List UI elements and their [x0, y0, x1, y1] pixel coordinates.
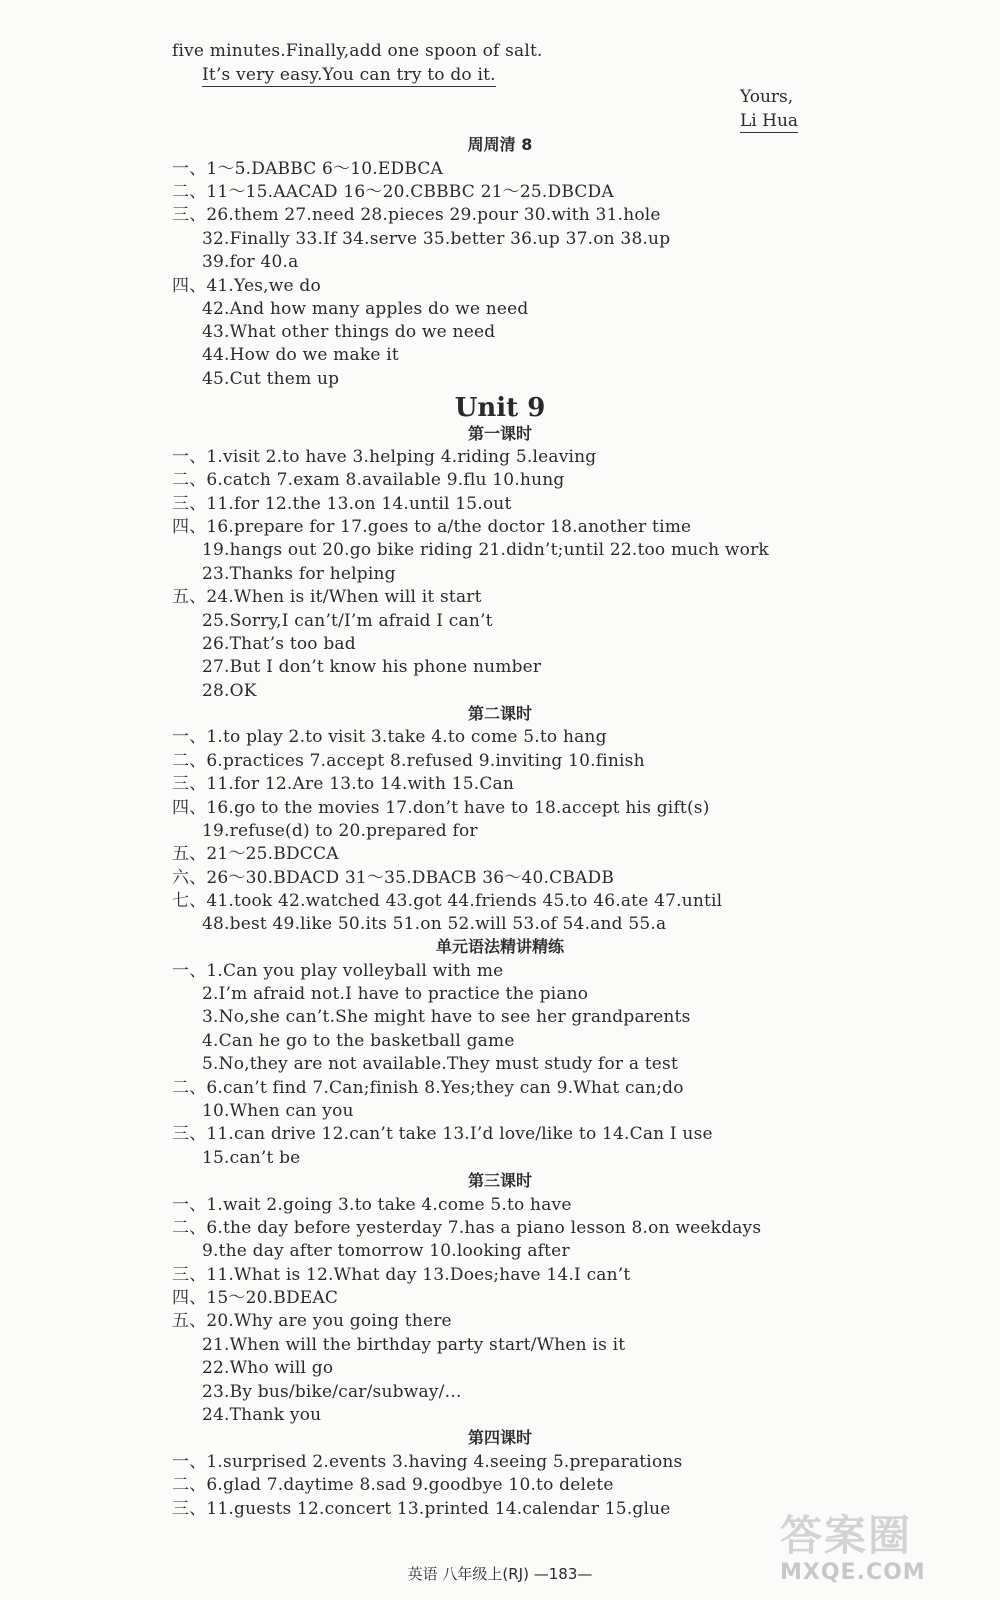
letter-signature-text: Li Hua [740, 111, 799, 131]
unit-title: Unit 9 [454, 393, 546, 423]
answer-row: 一、1.wait 2.going 3.to take 4.come 5.to have [172, 1195, 572, 1215]
answer-row: 21.When will the birthday party start/When is it [202, 1335, 626, 1355]
answer-row: 七、41.took 42.watched 43.got 44.friends 45.to 46.ate 47.until [172, 891, 723, 911]
section-title-lesson-1: 第一课时 [467, 424, 532, 443]
answer-row: 四、16.prepare for 17.goes to a/the doctor 18.another time [172, 517, 692, 537]
watermark-url: MXQE.COM [780, 1560, 926, 1585]
page-footer: 英语 八年级上(RJ) —183— [407, 1565, 593, 1583]
answer-row: 24.Thank you [202, 1405, 322, 1425]
answer-row: 2.I’m afraid not.I have to practice the piano [202, 984, 589, 1004]
answer-row: 五、21～25.BDCCA [172, 844, 339, 864]
answer-row: 23.By bus/bike/car/subway/… [202, 1382, 462, 1402]
answer-row: 44.How do we make it [202, 345, 399, 365]
answer-row: 28.OK [202, 681, 257, 701]
answer-row: 32.Finally 33.If 34.serve 35.better 36.up 37.on 38.up [202, 229, 671, 249]
answer-row: 42.And how many apples do we need [202, 299, 529, 319]
answer-row: 3.No,she can’t.She might have to see her grandparents [202, 1007, 691, 1027]
answer-row: 一、1.Can you play volleyball with me [172, 961, 504, 981]
answer-row: 一、1.visit 2.to have 3.helping 4.riding 5.leaving [172, 447, 597, 467]
answer-row: 四、15～20.BDEAC [172, 1288, 339, 1308]
answer-row: 一、1～5.DABBC 6～10.EDBCA [172, 159, 444, 179]
letter-signature [740, 110, 798, 132]
answer-row: 六、26～30.BDACD 31～35.DBACB 36～40.CBADB [172, 868, 615, 888]
answer-row: 三、11.guests 12.concert 13.printed 14.calendar 15.glue [172, 1499, 671, 1519]
section-title-lesson-2: 第二课时 [467, 704, 532, 723]
section-title-grammar: 单元语法精讲精练 [435, 937, 564, 956]
answer-row: 四、16.go to the movies 17.don’t have to 18.accept his gift(s) [172, 798, 710, 818]
answer-row: 三、11.What is 12.What day 13.Does;have 14.I can’t [172, 1265, 631, 1285]
answer-row: 二、6.the day before yesterday 7.has a piano lesson 8.on weekdays [172, 1218, 762, 1238]
watermark [780, 1512, 980, 1592]
answer-row: 19.hangs out 20.go bike riding 21.didn’t;until 22.too much work [202, 540, 769, 560]
answer-row: 48.best 49.like 50.its 51.on 52.will 53.of 54.and 55.a [202, 914, 667, 934]
section-title-lesson-4: 第四课时 [467, 1428, 532, 1447]
answer-row: 二、6.catch 7.exam 8.available 9.flu 10.hung [172, 470, 565, 490]
answer-row: 二、11～15.AACAD 16～20.CBBBC 21～25.DBCDA [172, 182, 614, 202]
answer-row: 27.But I don’t know his phone number [202, 657, 542, 677]
answer-row: 四、41.Yes,we do [172, 276, 321, 296]
section-title-lesson-3: 第三课时 [467, 1171, 532, 1190]
watermark-logo: 答案圈 [780, 1511, 913, 1560]
answer-row: 三、11.for 12.the 13.on 14.until 15.out [172, 494, 512, 514]
answer-row: 10.When can you [202, 1101, 354, 1121]
letter-line-2-text: It’s very easy.You can try to do it. [202, 65, 496, 85]
answer-row: 三、26.them 27.need 28.pieces 29.pour 30.with 31.hole [172, 205, 661, 225]
answer-row: 一、1.to play 2.to visit 3.take 4.to come 5.to hang [172, 727, 607, 747]
answer-row: 9.the day after tomorrow 10.looking after [202, 1241, 570, 1261]
answer-row: 二、6.glad 7.daytime 8.sad 9.goodbye 10.to delete [172, 1475, 614, 1495]
answer-row: 22.Who will go [202, 1358, 334, 1378]
answer-row: 45.Cut them up [202, 369, 340, 389]
answer-row: 4.Can he go to the basketball game [202, 1031, 515, 1051]
answer-row: 二、6.can’t find 7.Can;finish 8.Yes;they can 9.What can;do [172, 1078, 684, 1098]
answer-row: 19.refuse(d) to 20.prepared for [202, 821, 478, 841]
letter-closing: Yours, [740, 87, 794, 107]
answer-row: 五、20.Why are you going there [172, 1311, 452, 1331]
answer-row: 二、6.practices 7.accept 8.refused 9.inviting 10.finish [172, 751, 645, 771]
section-title-zhouzhouqing-8: 周周清 8 [467, 135, 533, 154]
answer-row: 23.Thanks for helping [202, 564, 396, 584]
answer-row: 43.What other things do we need [202, 322, 496, 342]
answer-row: 三、11.for 12.Are 13.to 14.with 15.Can [172, 774, 515, 794]
answer-row: 25.Sorry,I can’t/I’m afraid I can’t [202, 611, 493, 631]
answer-row: 15.can’t be [202, 1148, 301, 1168]
letter-line-1: five minutes.Finally,add one spoon of salt. [172, 41, 543, 61]
answer-row: 26.That’s too bad [202, 634, 356, 654]
letter-line-2 [202, 64, 496, 86]
answer-row: 五、24.When is it/When will it start [172, 587, 482, 607]
answer-row: 5.No,they are not available.They must study for a test [202, 1054, 679, 1074]
answer-row: 一、1.surprised 2.events 3.having 4.seeing 5.preparations [172, 1452, 683, 1472]
answer-row: 39.for 40.a [202, 252, 299, 272]
answer-row: 三、11.can drive 12.can’t take 13.I’d love/like to 14.Can I use [172, 1124, 713, 1144]
